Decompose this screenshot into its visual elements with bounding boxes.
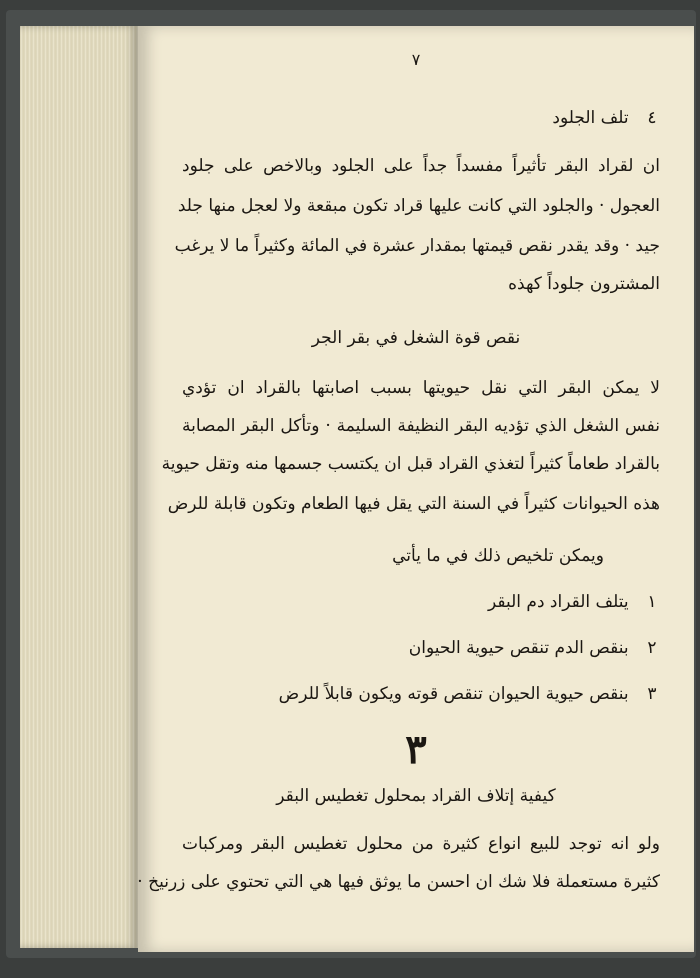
list-item-number: ٢ [647,638,657,658]
list-item [182,638,670,658]
text-line: جيد · وقد يقدر نقص قيمتها بمقدار عشرة في المائة وكثيراً ما لا يرغب [174,236,660,256]
list-item-text: بنقص حيوية الحيوان تنقص قوته ويكون قابلاً للرض [278,684,629,704]
subsection-title: نقص قوة الشغل في بقر الجر [311,328,521,348]
text-line: هذه الحيوانات كثيراً في السنة التي يقل فيها الطعام وتكون قابلة للرض [167,494,660,514]
text-line: نفس الشغل الذي تؤديه البقر النظيفة السليمة · وتأكل البقر المصابة [182,416,660,436]
text-line: ولو انه توجد للبيع انواع كثيرة من محلول تغطيس البقر ومركبات [182,834,660,854]
page-number: ٧ [411,50,421,69]
summary-intro: ويمكن تلخيص ذلك في ما يأتي [392,546,604,566]
section-heading [182,108,670,128]
book-page [138,26,694,952]
text-line: المشترون جلوداً كهذه [508,274,660,294]
list-item [182,592,670,612]
list-item-text: يتلف القراد دم البقر [488,592,629,612]
list-item-text: بنقص الدم تنقص حيوية الحيوان [408,638,629,658]
text-line: لا يمكن البقر التي نقل حيويتها بسبب اصابتها بالقراد ان تؤدي [182,378,660,398]
chapter-number: ٣ [405,726,427,773]
list-item-number: ٣ [647,684,657,704]
section-number: ٤ [647,108,657,128]
text-line: العجول · والجلود التي كانت عليها قراد تكون مبقعة ولا لعجل منها جلد [177,196,660,216]
section-title: تلف الجلود [552,108,629,128]
text-line: كثيرة مستعملة فلا شك ان احسن ما يوثق فيها هي التي تحتوي على زرنيخ · [137,872,660,892]
list-item [182,684,670,704]
list-item-number: ١ [647,592,657,612]
text-line: بالقراد طعاماً كثيراً لتغذي القراد قبل ان يكتسب جسمها منه وتقل حيوية [161,454,660,474]
page-edges [20,26,138,948]
section-title: كيفية إتلاف القراد بمحلول تغطيس البقر [276,786,556,806]
text-line: ان لقراد البقر تأثيراً مفسداً جداً على الجلود وبالاخص على جلود [182,156,660,176]
